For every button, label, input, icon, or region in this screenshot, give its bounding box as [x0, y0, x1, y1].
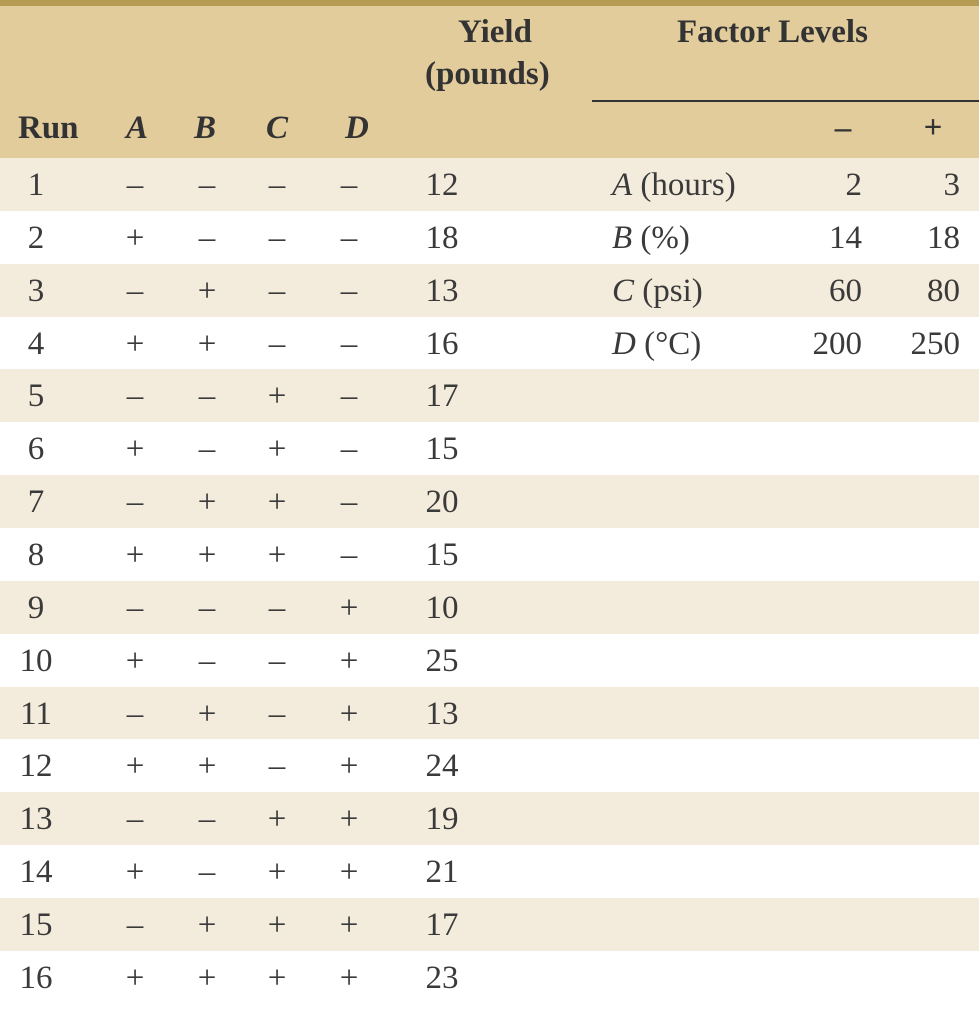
factor-a-sign: –: [126, 272, 144, 309]
yield-value: 20: [425, 484, 459, 521]
factor-unit: (%): [640, 219, 690, 256]
factor-c-sign: –: [268, 642, 286, 679]
yield-value: 15: [425, 536, 459, 573]
factor-d-sign: +: [339, 589, 359, 626]
header-yield-line2: (pounds): [425, 56, 550, 92]
yield-value: 25: [425, 642, 459, 679]
factor-low-level: 200: [812, 325, 862, 362]
header-run: Run: [18, 110, 79, 146]
factor-c-sign: +: [267, 854, 287, 891]
factor-levels-rule: [592, 100, 979, 102]
factor-level-label: [612, 326, 701, 363]
factor-d-sign: +: [339, 748, 359, 785]
factor-d-sign: –: [340, 167, 358, 203]
run-number: 11: [20, 695, 52, 732]
factor-b-sign: +: [197, 536, 217, 573]
factor-unit: (psi): [642, 272, 703, 309]
factor-c-sign: –: [268, 589, 286, 626]
factor-name: B: [612, 219, 633, 256]
factor-b-sign: –: [198, 801, 216, 838]
run-number: 4: [27, 325, 45, 362]
factor-low-level: 14: [829, 219, 862, 256]
factor-a-sign: +: [125, 536, 145, 573]
factor-high-level: 80: [927, 272, 960, 309]
yield-value: 17: [425, 906, 459, 943]
factor-name: D: [612, 325, 636, 362]
factor-c-sign: +: [267, 536, 287, 573]
run-number: 5: [27, 378, 45, 415]
factor-b-sign: +: [197, 272, 217, 309]
factor-b-sign: –: [198, 589, 216, 626]
factor-high-level: 3: [943, 167, 960, 203]
factor-d-sign: +: [339, 642, 359, 679]
factor-d-sign: +: [339, 695, 359, 732]
factor-b-sign: +: [197, 695, 217, 732]
run-number: 7: [27, 484, 45, 521]
factor-name: C: [612, 272, 635, 309]
run-number: 1: [27, 167, 45, 203]
factor-c-sign: +: [267, 484, 287, 521]
factor-level-label: [612, 167, 736, 204]
factor-b-sign: –: [198, 431, 216, 468]
yield-value: 18: [425, 219, 459, 256]
factor-d-sign: –: [340, 484, 358, 521]
factor-a-sign: +: [125, 219, 145, 256]
factor-low-level: 60: [829, 272, 862, 309]
yield-value: 21: [425, 854, 459, 891]
factor-b-sign: +: [197, 325, 217, 362]
factor-b-sign: +: [197, 484, 217, 521]
header-factor-b: B: [194, 110, 217, 146]
factor-d-sign: –: [340, 219, 358, 256]
factor-low-level: 2: [845, 167, 862, 203]
header-factor-a: A: [126, 110, 149, 146]
factor-b-sign: –: [198, 378, 216, 415]
factor-d-sign: +: [339, 906, 359, 943]
factor-b-sign: +: [197, 748, 217, 785]
run-number: 10: [19, 642, 53, 679]
yield-value: 24: [425, 748, 459, 785]
factor-a-sign: –: [126, 695, 144, 732]
factor-b-sign: +: [197, 906, 217, 943]
factor-c-sign: –: [268, 272, 286, 309]
header-factor-levels: Factor Levels: [677, 14, 868, 50]
factor-unit: (hours): [640, 167, 736, 203]
run-number: 13: [19, 801, 53, 838]
run-number: 15: [19, 906, 53, 943]
factor-b-sign: –: [198, 219, 216, 256]
factor-a-sign: –: [126, 906, 144, 943]
yield-value: 15: [425, 431, 459, 468]
factor-a-sign: +: [125, 854, 145, 891]
header-factor-d: D: [345, 110, 369, 146]
factor-b-sign: –: [198, 167, 216, 203]
run-number: 9: [27, 589, 45, 626]
factor-d-sign: +: [339, 854, 359, 891]
factor-d-sign: –: [340, 272, 358, 309]
factor-c-sign: +: [267, 431, 287, 468]
yield-value: 13: [425, 272, 459, 309]
yield-value: 12: [425, 167, 459, 203]
factor-d-sign: +: [339, 801, 359, 838]
factor-c-sign: –: [268, 325, 286, 362]
yield-value: 16: [425, 325, 459, 362]
factor-level-label: [612, 273, 703, 310]
factor-level-label: [612, 220, 690, 257]
run-number: 14: [19, 854, 53, 891]
factor-d-sign: –: [340, 325, 358, 362]
factor-a-sign: +: [125, 431, 145, 468]
factor-a-sign: –: [126, 378, 144, 415]
factor-a-sign: –: [126, 801, 144, 838]
factor-c-sign: –: [268, 695, 286, 732]
factor-c-sign: +: [267, 378, 287, 415]
factor-a-sign: –: [126, 589, 144, 626]
factor-d-sign: –: [340, 536, 358, 573]
factor-a-sign: –: [126, 167, 144, 203]
factor-a-sign: +: [125, 748, 145, 785]
yield-value: 23: [425, 959, 459, 996]
factor-a-sign: +: [125, 642, 145, 679]
run-number: 2: [27, 219, 45, 256]
header-high-level: +: [923, 110, 943, 146]
yield-value: 19: [425, 801, 459, 838]
run-number: 16: [19, 959, 53, 996]
run-number: 3: [27, 272, 45, 309]
factor-a-sign: +: [125, 959, 145, 996]
run-number: 6: [27, 431, 45, 468]
factor-b-sign: –: [198, 854, 216, 891]
factor-d-sign: –: [340, 431, 358, 468]
factor-c-sign: +: [267, 906, 287, 943]
header-low-level: –: [834, 110, 852, 146]
factor-high-level: 18: [927, 219, 960, 256]
run-number: 12: [19, 748, 53, 785]
factor-name: A: [612, 167, 633, 203]
factor-c-sign: –: [268, 167, 286, 203]
factor-a-sign: –: [126, 484, 144, 521]
yield-value: 17: [425, 378, 459, 415]
factor-unit: (°C): [644, 325, 702, 362]
factor-c-sign: +: [267, 959, 287, 996]
factor-c-sign: –: [268, 219, 286, 256]
factor-b-sign: +: [197, 959, 217, 996]
factor-b-sign: –: [198, 642, 216, 679]
yield-value: 10: [425, 589, 459, 626]
header-factor-c: C: [266, 110, 289, 146]
factor-c-sign: +: [267, 801, 287, 838]
header-yield-line1: Yield: [458, 14, 532, 50]
factor-d-sign: +: [339, 959, 359, 996]
factor-c-sign: –: [268, 748, 286, 785]
factor-d-sign: –: [340, 378, 358, 415]
factor-high-level: 250: [910, 325, 960, 362]
factor-a-sign: +: [125, 325, 145, 362]
yield-value: 13: [425, 695, 459, 732]
run-number: 8: [27, 536, 45, 573]
